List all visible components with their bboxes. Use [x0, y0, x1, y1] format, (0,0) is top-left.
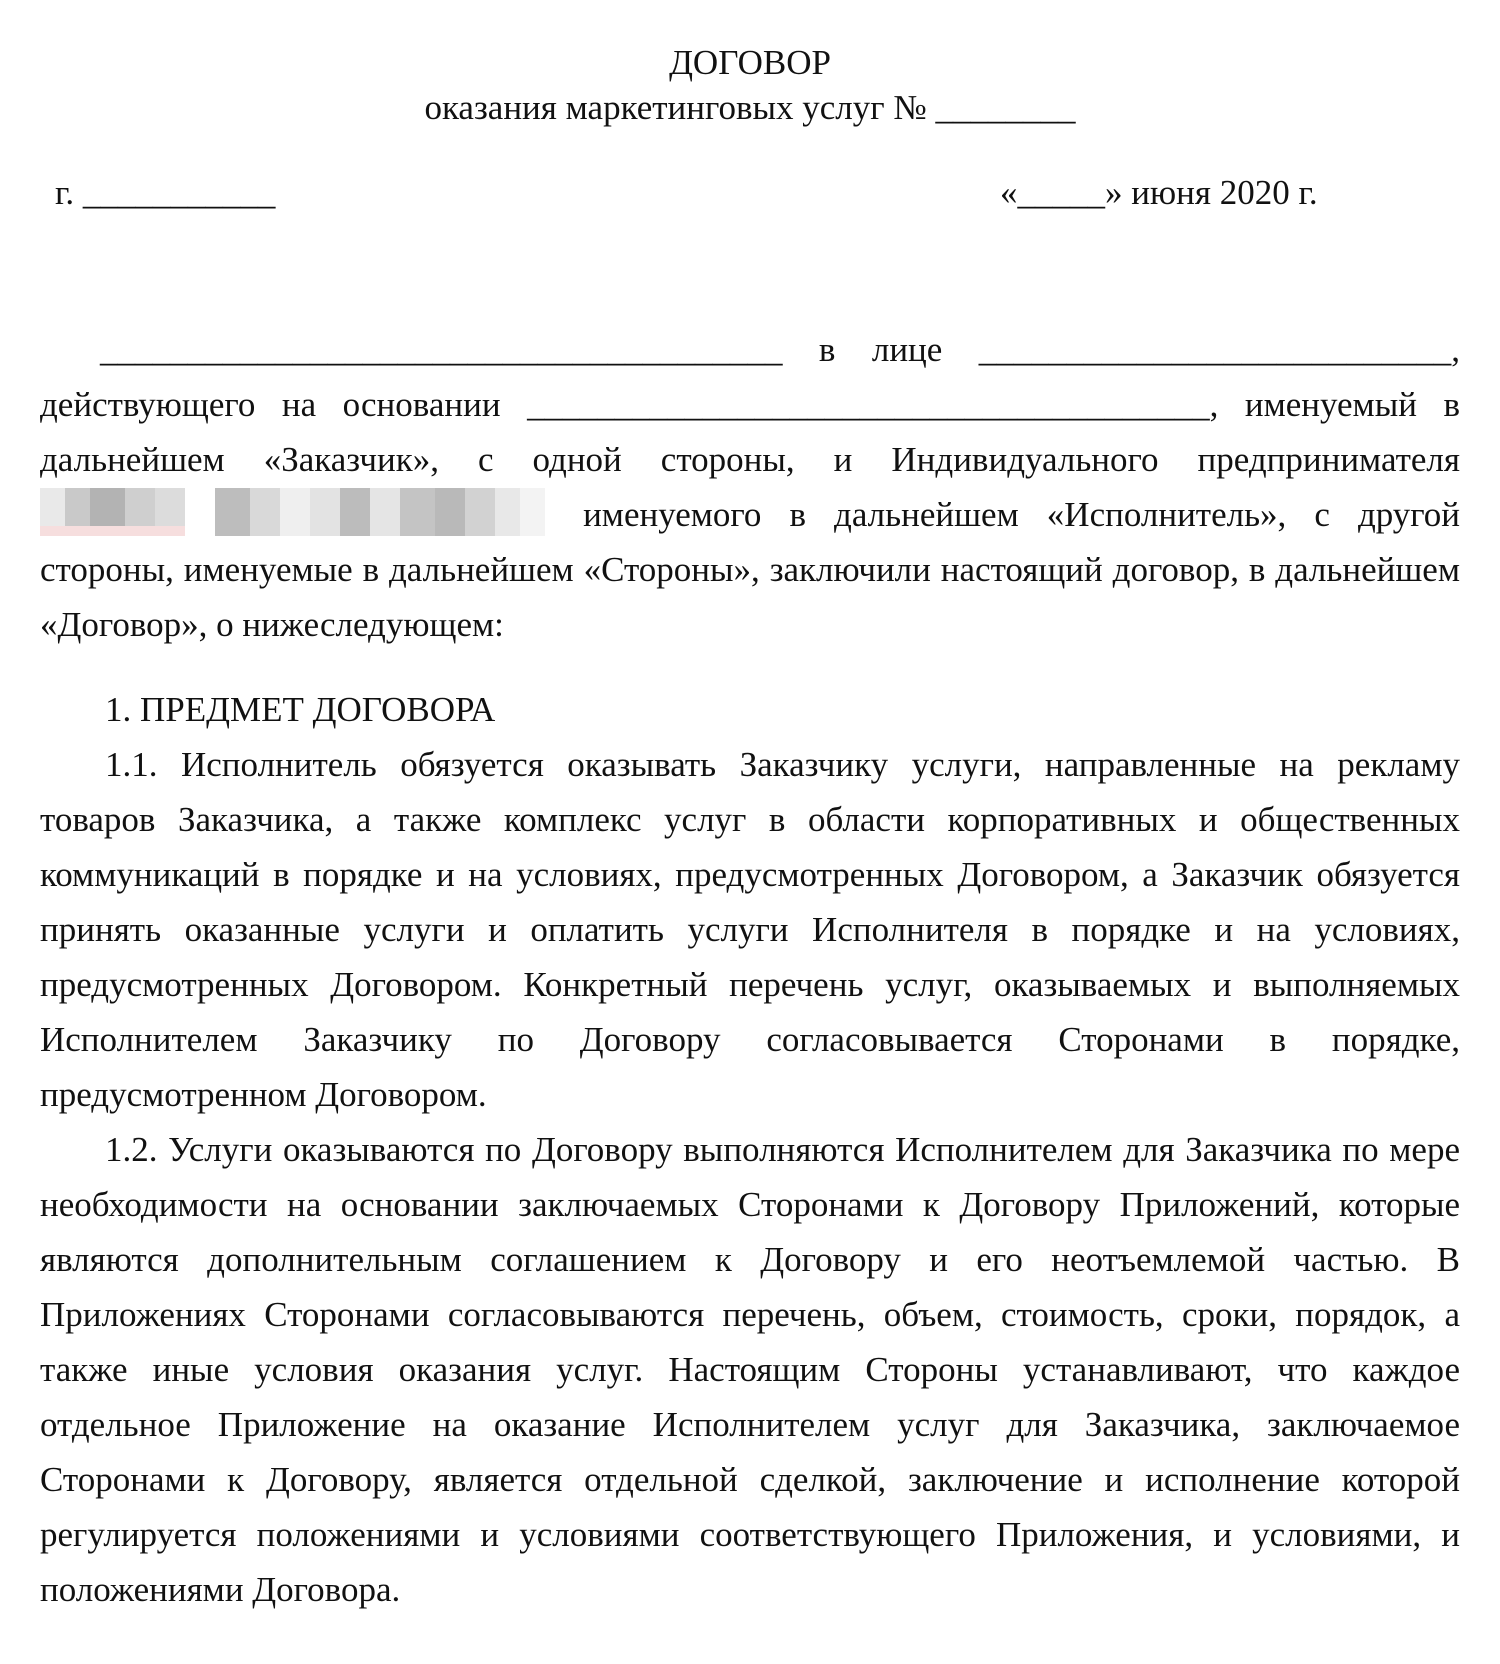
place-field: г. ___________	[55, 173, 276, 212]
preamble-after-redaction: именуемого в дальнейшем «Исполнитель», с другой стороны, именуемые в дальнейшем «Стороны», заключили настоящий договор, в дальнейшем «Договор», о нижеследующем:	[40, 495, 1461, 644]
section-1-heading: 1. ПРЕДМЕТ ДОГОВОРА	[105, 690, 496, 729]
place-date-row	[40, 168, 1460, 218]
document-title: ДОГОВОР	[669, 43, 831, 82]
document-subtitle: оказания маркетинговых услуг № ________	[424, 88, 1076, 127]
preamble-before-redaction: действующего на основании _______________________________________, именуемый в дальнейшем «Заказчик», с одной стороны, и Индивидуального предпринимателя	[40, 385, 1460, 479]
clause-1-1: 1.1. Исполнитель обязуется оказывать Заказчику услуги, направленные на рекламу товаров Заказчика, а также комплекс услуг в области корпоративных и общественных коммуникаций в порядке и на условиях, предусмотренных Договором, а Заказчик обязуется принять оказанные услуги и оплатить услуги Исполнителя в порядке и на условиях, предусмотренных Договором. Конкретный перечень услуг, оказываемых и выполняемых Исполнителем Заказчику по Договору согласовывается Сторонами в порядке, предусмотренном Договором.	[40, 745, 1460, 1114]
preamble	[40, 322, 1460, 652]
redacted-name-block	[40, 488, 545, 536]
date-field: «_____» июня 2020 г.	[1000, 173, 1318, 212]
preamble-text	[40, 377, 1460, 652]
preamble-parties-line: _______________________________________ в лице ___________________________,	[100, 330, 1460, 369]
contract-page	[40, 40, 1460, 1617]
clause-1-2: 1.2. Услуги оказываются по Договору выполняются Исполнителем для Заказчика по мере необходимости на основании заключаемых Сторонами к Договору Приложений, которые являются дополнительным соглашением к Договору и его неотъемлемой частью. В Приложениях Сторонами согласовываются перечень, объем, стоимость, сроки, порядок, а также иные условия оказания услуг. Настоящим Стороны устанавливают, что каждое отдельное Приложение на оказание Исполнителем услуг для Заказчика, заключаемое Сторонами к Договору, является отдельной сделкой, заключение и исполнение которой регулируется положениями и условиями соответствующего Приложения, и условиями, и положениями Договора.	[40, 1130, 1460, 1609]
